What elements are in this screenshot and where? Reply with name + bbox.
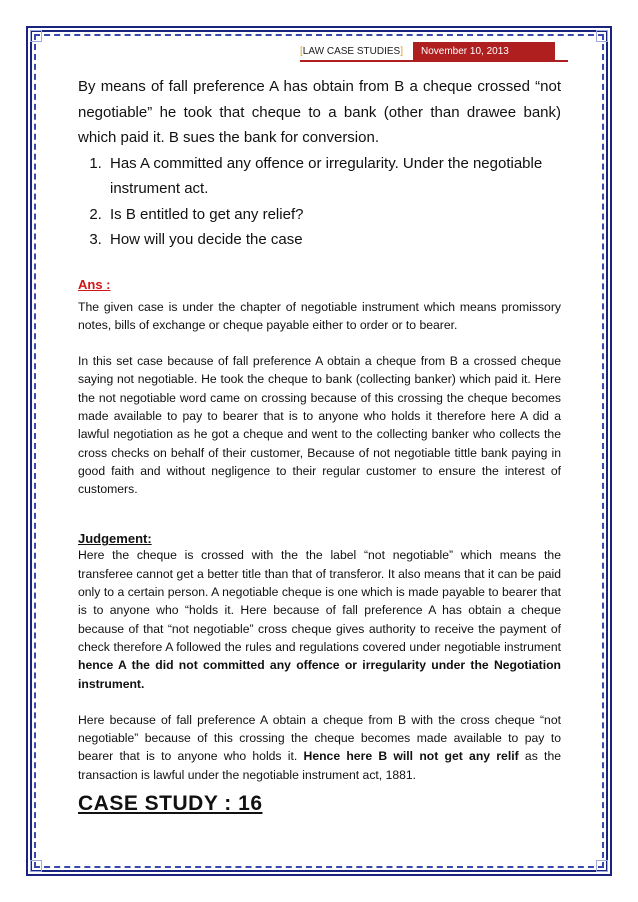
border-corner-bottom-right — [596, 860, 608, 872]
border-corner-bottom-left — [30, 860, 42, 872]
question-list — [78, 151, 561, 253]
header-rule — [300, 60, 568, 62]
header-bracket-close: ] — [400, 45, 403, 57]
question-item: 1. Has A committed any offence or irregularity. Under the negotiable instrument act. — [106, 151, 561, 202]
border-corner-top-right — [596, 30, 608, 42]
header-date: November 10, 2013 — [413, 42, 555, 60]
judgement-paragraph-1 — [78, 546, 561, 692]
question-intro: By means of fall preference A has obtain from B a cheque crossed “not negotiable” he took that cheque to a bank (other than drawee bank) which paid it. B sues the bank for conversion. — [78, 78, 561, 146]
border-corner-top-left — [30, 30, 42, 42]
judgement-paragraph-1-text: Here the cheque is crossed with the the label “not negotiable” which means the transferee cannot get a better title than that of transferor. It also means that it can be paid only to a certain person. A negotiable cheque is one which is made payable to bearer that is to anyone who “holds it. Here because of fall preference A has obtain a cheque because of that “not negotiable” cross cheque gives authority to receive the payment of check therefore A followed the rules and regulations covered under negotiable instrument — [78, 548, 561, 654]
judgement-label: Judgement: — [78, 531, 152, 547]
header-title: LAW CASE STUDIES — [302, 45, 401, 57]
header-bracket-open: [ — [300, 45, 303, 57]
judgement-paragraph-2-bold: Hence here B will not get any relif — [303, 749, 519, 764]
header-title-wrap — [300, 46, 413, 57]
judgement-paragraph-2-text: Here because of fall preference A obtain a cheque from B with the cross cheque “not negotiable” because of this crossing the cheque becomes made available to pay to bearer that is to anyone who holds it. — [78, 712, 561, 764]
page-header — [300, 42, 555, 60]
question-item: 2. Is B entitled to get any relief? — [106, 202, 561, 228]
judgement-paragraph-1-bold: hence A the did not committed any offence or irregularity under the Negotiation instrument. — [78, 658, 561, 691]
case-study-heading: CASE STUDY : 16 — [78, 792, 263, 816]
question-item: 3. How will you decide the case — [106, 227, 561, 253]
answer-label: Ans : — [78, 276, 111, 292]
answer-paragraph-1: The given case is under the chapter of negotiable instrument which means promissory notes, bills of exchange or cheque payable either to order or to bearer. — [78, 299, 561, 332]
judgement-paragraph-2 — [78, 711, 561, 784]
answer-paragraph-2: In this set case because of fall preference A obtain a cheque from B a crossed cheque saying not negotiable. He took the cheque to bank (collecting banker) which paid it. Here the not negotiable word came on crossing because of this crossing the cheque becomes made available to pay to bearer that is to anyone who holds it therefore here A did a lawful negotiation as he got a cheque and went to the collecting banker who collects the cross checks on behalf of their customer, Because of not negotiable tittle bank paying in good faith and without negligence to their regular customer to ensure the interest of customers. — [78, 354, 561, 497]
page-content — [78, 74, 561, 816]
judgement-paragraph-2-tail: as the transaction is lawful under the negotiable instrument act, 1881. — [78, 749, 561, 782]
